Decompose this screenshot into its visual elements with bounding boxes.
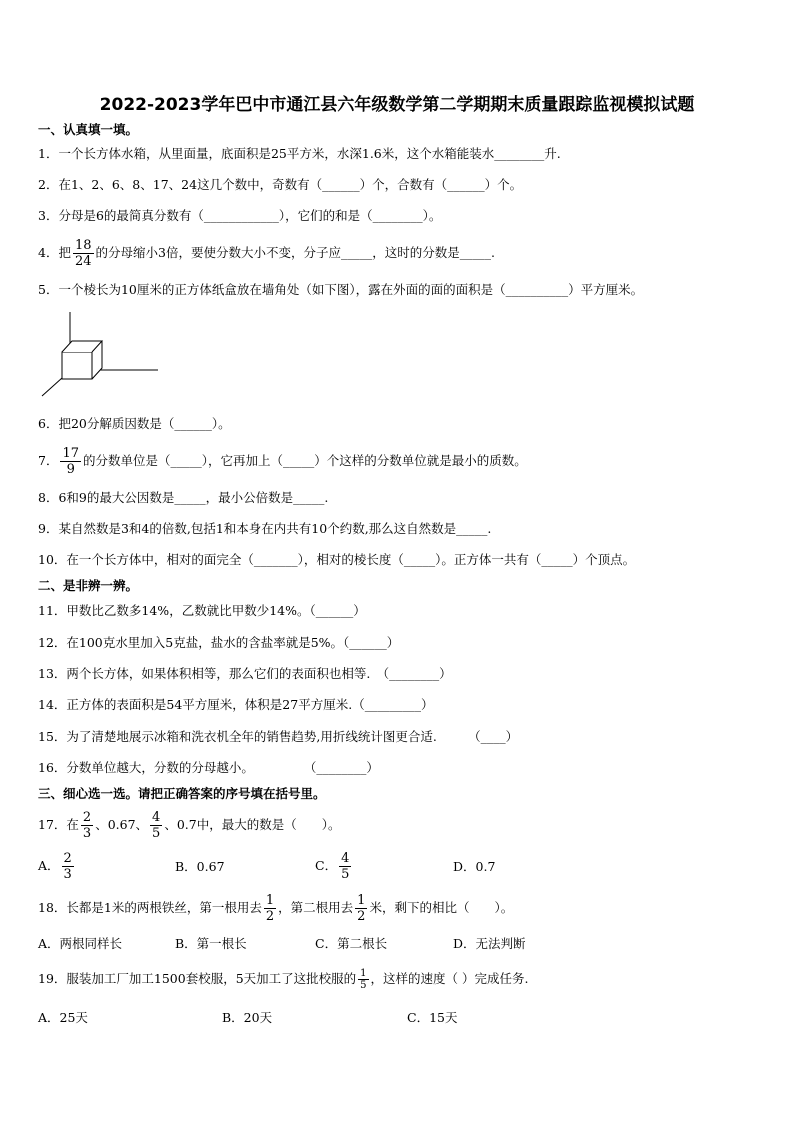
q17-prefix: 17．在 — [38, 817, 79, 832]
question-9: 9．某自然数是3和4的倍数,包括1和本身在内共有10个约数,那么这自然数是_____. — [38, 521, 492, 536]
q18-option-c: C．第二根长 — [315, 936, 388, 951]
fraction — [62, 851, 74, 882]
question-16: 16．分数单位越大，分数的分母越小。 （________） — [38, 760, 379, 775]
fraction — [60, 446, 81, 477]
q4-prefix: 4．把 — [38, 245, 71, 260]
option-letter: A． — [38, 858, 60, 873]
question-6: 6．把20分解质因数是（______）。 — [38, 416, 231, 431]
question-5: 5．一个棱长为10厘米的正方体纸盒放在墙角处（如下图），露在外面的面的面积是（__________）平方厘米。 — [38, 282, 644, 297]
question-15: 15．为了清楚地展示冰箱和洗衣机全年的销售趋势,用折线统计图更合适. （____） — [38, 729, 519, 744]
denominator: 9 — [66, 462, 75, 477]
numerator: 18 — [74, 238, 92, 253]
q18-suffix: 米，剩下的相比（ ）。 — [369, 900, 514, 915]
question-19 — [38, 968, 529, 991]
q18-option-a: A．两根同样长 — [38, 936, 123, 951]
q18-option-b: B．第一根长 — [175, 936, 247, 951]
question-11: 11．甲数比乙数多14%，乙数就比甲数少14%。（______） — [38, 603, 366, 618]
q18-option-d: D．无法判断 — [453, 936, 526, 951]
numerator: 2 — [82, 810, 92, 825]
cube-top-face — [62, 341, 102, 352]
fraction — [358, 968, 368, 991]
numerator: 1 — [265, 893, 275, 908]
q17-suffix: 、0.7中，最大的数是（ ）。 — [164, 817, 341, 832]
denominator: 3 — [63, 867, 72, 882]
fraction — [150, 810, 162, 841]
q7-suffix: 的分数单位是（_____），它再加上（_____）个这样的分数单位就是最小的质数。 — [83, 453, 527, 468]
section-2-heading: 二、是非辨一辨。 — [38, 578, 139, 593]
denominator: 3 — [82, 826, 92, 841]
section-1-heading: 一、认真填一填。 — [38, 122, 139, 137]
question-10: 10．在一个长方体中，相对的面完全（_______），相对的棱长度（_____）。正方体一共有（_____）个顶点。 — [38, 552, 636, 567]
q17-option-b: B．0.67 — [175, 859, 225, 874]
q19-option-c: C．15天 — [407, 1010, 458, 1025]
q18-prefix: 18．长都是1米的两根铁丝，第一根用去 — [38, 900, 262, 915]
fraction — [73, 238, 94, 269]
question-3: 3．分母是6的最简真分数有（____________），它们的和是（________）。 — [38, 208, 442, 223]
question-1: 1．一个长方体水箱，从里面量，底面积是25平方米，水深1.6米，这个水箱能装水________升. — [38, 146, 561, 161]
cube-front-face — [62, 352, 92, 379]
denominator: 24 — [74, 254, 92, 269]
denominator: 2 — [265, 909, 275, 924]
q19-prefix: 19．服装加工厂加工1500套校服，5天加工了这批校服的 — [38, 971, 357, 986]
question-7: 7． $\frac{17}{9}$ 的分数单位是（_____），它再加上（_____）个这样的分数单位就是最小的质数。 — [38, 446, 527, 477]
question-18 — [38, 893, 513, 924]
q18-middle: ，第二根用去 — [278, 900, 354, 915]
q4-suffix: 的分母缩小3倍，要使分数大小不变，分子应_____，这时的分数是_____. — [95, 245, 495, 260]
fraction — [81, 810, 93, 841]
numerator: 2 — [63, 851, 72, 866]
denominator: 5 — [152, 826, 161, 841]
question-4 — [38, 238, 495, 269]
q19-suffix: ，这样的速度（ ）完成任务. — [370, 971, 529, 986]
fraction — [339, 851, 351, 882]
section-3-heading: 三、细心选一选。请把正确答案的序号填在括号里。 — [38, 786, 326, 801]
q17-option-c — [315, 851, 353, 882]
numerator: 4 — [341, 851, 350, 866]
cube-in-corner-figure — [38, 308, 168, 400]
fraction — [355, 893, 367, 924]
question-14: 14．正方体的表面积是54平方厘米，体积是27平方厘米.（_________） — [38, 697, 434, 712]
numerator: 1 — [360, 968, 367, 979]
option-letter: C． — [315, 858, 338, 873]
denominator: 5 — [360, 980, 367, 991]
q19-option-b: B．20天 — [222, 1010, 273, 1025]
q17-option-d: D．0.7 — [453, 859, 496, 874]
numerator: 17 — [62, 446, 79, 461]
q17-middle: 、0.67、 — [95, 817, 149, 832]
q19-option-a: A．25天 — [38, 1010, 88, 1025]
page-title: 2022-2023学年巴中市通江县六年级数学第二学期期末质量跟踪监视模拟试题 — [99, 95, 695, 115]
wall-edge-diagonal — [42, 378, 62, 396]
q17-option-a — [38, 851, 76, 882]
numerator: 1 — [357, 893, 366, 908]
question-17 — [38, 810, 340, 841]
numerator: 4 — [152, 810, 161, 825]
denominator: 2 — [357, 909, 366, 924]
question-2: 2．在1、2、6、8、17、24这几个数中，奇数有（______）个，合数有（______）个。 — [38, 177, 523, 192]
question-12: 12．在100克水里加入5克盐，盐水的含盐率就是5%。（______） — [38, 635, 400, 650]
question-13: 13．两个长方体，如果体积相等，那么它们的表面积也相等. （________） — [38, 666, 452, 681]
denominator: 5 — [341, 867, 350, 882]
question-8: 8．6和9的最大公因数是_____，最小公倍数是_____. — [38, 490, 329, 505]
fraction — [264, 893, 276, 924]
